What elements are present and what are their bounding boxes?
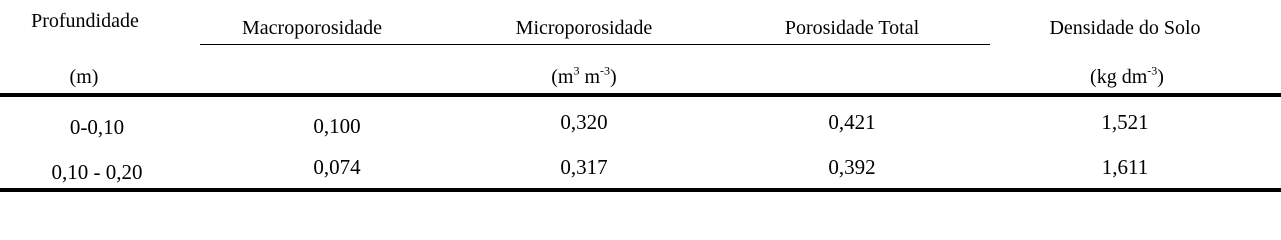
header-soil-density: Densidade do Solo <box>1049 17 1201 39</box>
header-total-porosity: Porosidade Total <box>784 17 920 39</box>
header-porosity-unit: ($m^3$ $m^{-3}$) <box>551 63 617 88</box>
row2-microporosity: 0,317 <box>560 155 608 179</box>
row1-total-porosity: 0,421 <box>828 110 876 134</box>
row2-soil-density: 1,611 <box>1101 155 1149 179</box>
header-depth-unit: (m) <box>69 66 99 88</box>
row1-soil-density: 1,521 <box>1101 110 1149 134</box>
row2-macroporosity: 0,074 <box>313 155 361 179</box>
header-depth: Profundidade <box>31 10 139 32</box>
table-bottom-rule <box>0 188 1281 192</box>
header-macroporosity: Macroporosidade <box>242 17 382 39</box>
row2-depth: 0,10 - 0,20 <box>51 160 143 184</box>
header-density-unit: (kg $dm^{-3}$) <box>1090 63 1164 88</box>
row2-total-porosity: 0,392 <box>828 155 876 179</box>
row1-depth: 0-0,10 <box>69 115 125 139</box>
porosity-group-rule <box>200 44 990 45</box>
row1-microporosity: 0,320 <box>560 110 608 134</box>
header-bottom-rule <box>0 93 1281 97</box>
row1-macroporosity: 0,100 <box>313 114 361 138</box>
header-microporosity: Microporosidade <box>515 17 653 39</box>
